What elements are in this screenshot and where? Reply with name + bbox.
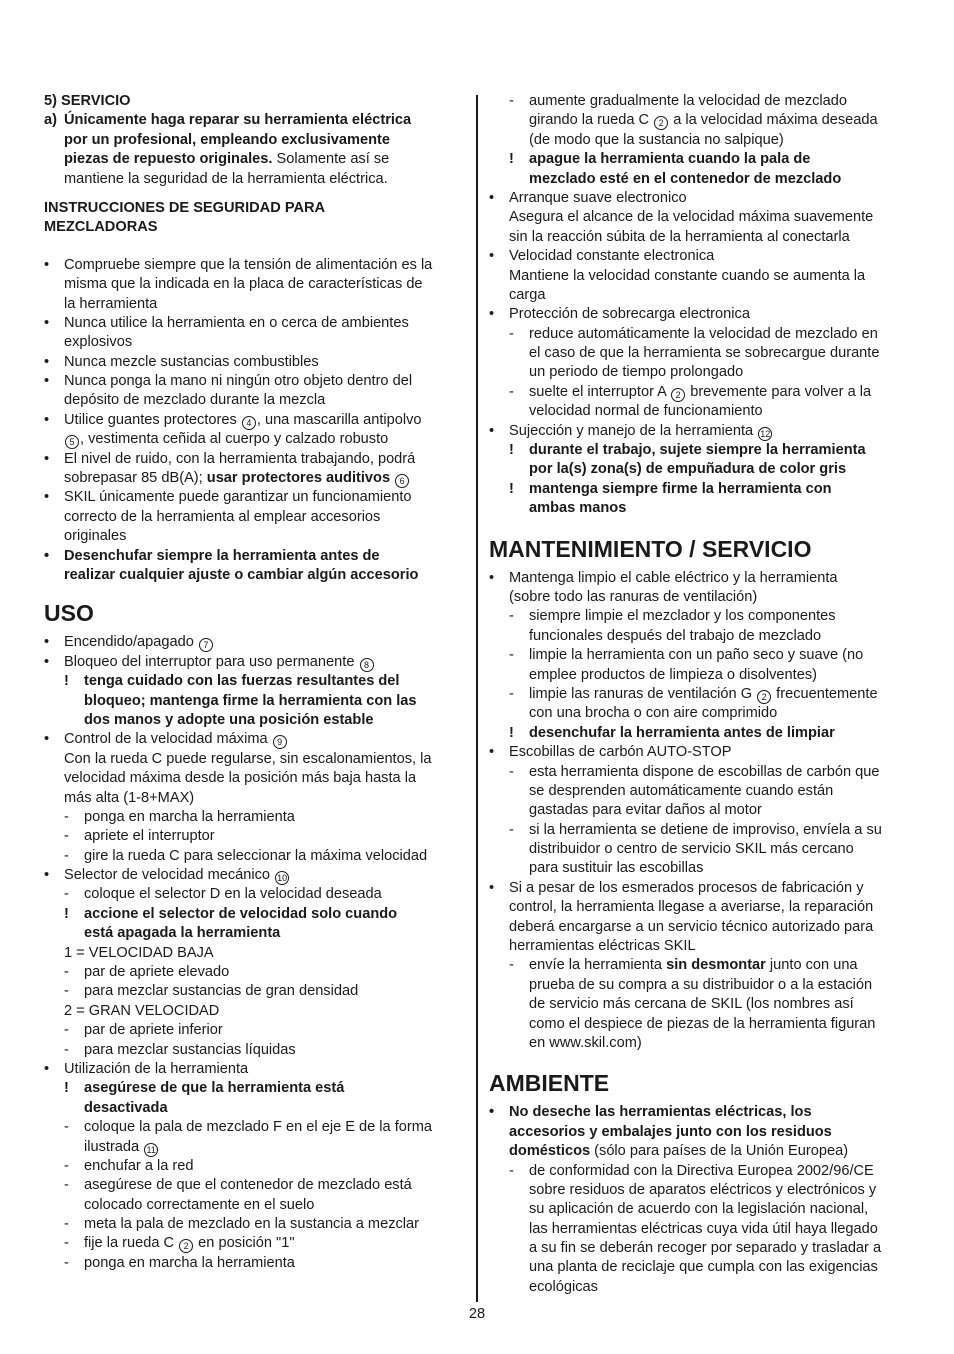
bullet-text: explosivos xyxy=(64,334,133,351)
figure-ref-icon: 2 xyxy=(671,388,685,402)
dash-text: el caso de que la herramienta se sobrecargue durante xyxy=(529,345,880,362)
servicio-a-line: piezas de repuesto originales. Solamente así se xyxy=(64,151,390,168)
dash-item: - meta la pala de mezclado en la sustancia a mezclar xyxy=(64,1216,420,1233)
dash-text: velocidad normal de funcionamiento xyxy=(529,403,763,420)
bullet-text: deberá encargarse a un servicio técnico autorizado para xyxy=(509,918,874,935)
figure-ref-icon: 4 xyxy=(242,416,256,430)
bullet-item: • Compruebe siempre que la tensión de alimentación es la xyxy=(44,256,433,273)
dash-item: - ponga en marcha la herramienta xyxy=(64,808,295,825)
warning-text: ambas manos xyxy=(529,500,627,517)
bullet-text: domésticos (sólo para países de la Unión Europea) xyxy=(509,1143,849,1160)
warning-item: ! mantenga siempre firme la herramienta con xyxy=(509,480,832,497)
dash-item: - envíe la herramienta sin desmontar junto con una xyxy=(509,957,858,974)
warning-text: dos manos y adopte una posición estable xyxy=(84,711,374,728)
warning-item: ! asegúrese de que la herramienta está xyxy=(64,1080,345,1097)
warning-item: ! desenchufar la herramienta antes de limpiar xyxy=(509,724,835,741)
section-heading-mantenimiento: MANTENIMIENTO / SERVICIO xyxy=(489,535,812,562)
dash-item: - asegúrese de que el contenedor de mezclado está xyxy=(64,1177,412,1194)
dash-item: - par de apriete inferior xyxy=(64,1022,223,1039)
dash-text: distribuidor o centro de servicio SKIL más cercano xyxy=(529,841,854,858)
warning-text: está apagada la herramienta xyxy=(84,925,281,942)
bullet-item: • Mantenga limpio el cable eléctrico y la herramienta xyxy=(489,569,838,586)
figure-ref-icon: 6 xyxy=(395,474,409,488)
dash-item: - reduce automáticamente la velocidad de mezclado en xyxy=(509,325,878,342)
dash-item: - siempre limpie el mezclador y los componentes xyxy=(509,608,836,625)
bullet-text: 5 , vestimenta ceñida al cuerpo y calzado robusto xyxy=(44,430,466,449)
dash-item: - aumente gradualmente la velocidad de mezclado xyxy=(509,93,848,109)
bullet-item: • Bloqueo del interruptor para uso permanente 8 xyxy=(44,653,466,672)
bullet-item: • SKIL únicamente puede garantizar un funcionamiento xyxy=(44,489,412,506)
bullet-text: velocidad máxima desde la posición más baja hasta la xyxy=(64,770,417,787)
dash-text: un periodo de tiempo prolongado xyxy=(529,364,744,381)
bullet-text: realizar cualquier ajuste o cambiar algún accesorio xyxy=(64,566,419,583)
warning-item: ! durante el trabajo, sujete siempre la herramienta xyxy=(509,442,866,459)
warning-item: ! tenga cuidado con las fuerzas resultantes del xyxy=(64,673,400,690)
figure-ref-icon: 10 xyxy=(277,873,288,884)
dash-text: para sustituir las escobillas xyxy=(529,860,704,877)
section-heading-servicio: 5) SERVICIO xyxy=(44,93,131,109)
bullet-item: • Selector de velocidad mecánico 10 xyxy=(44,867,288,884)
bullet-text: la herramienta xyxy=(64,295,158,312)
section-heading-ambiente: AMBIENTE xyxy=(489,1070,610,1097)
figure-ref-icon: 11 xyxy=(144,1143,158,1157)
bullet-item: • Desenchufar siempre la herramienta antes de xyxy=(44,547,380,564)
dash-text: prueba de su compra a su distribuidor o a la estación xyxy=(529,976,873,993)
bullet-item: • Protección de sobrecarga electronica xyxy=(489,306,750,323)
bullet-item: • Arranque suave electronico xyxy=(489,189,687,206)
figure-ref-icon: 5 xyxy=(65,435,79,449)
warning-text: mezclado esté en el contenedor de mezclado xyxy=(529,170,842,187)
bullet-text: control, la herramienta llegase a averiarse, la reparación xyxy=(509,899,874,916)
bullet-text: sobrepasar 85 dB(A); usar protectores auditivos 6 xyxy=(44,469,466,488)
figure-ref-icon: 2 xyxy=(757,690,771,704)
bullet-item: • Encendido/apagado 7 xyxy=(44,633,466,652)
servicio-a-line: mantiene la seguridad de la herramienta eléctrica. xyxy=(64,170,388,187)
dash-text: (de modo que la sustancia no salpique) xyxy=(529,131,784,148)
figure-ref-icon: 2 xyxy=(654,116,668,130)
figure-ref-icon: 9 xyxy=(273,735,287,749)
dash-item: - apriete el interruptor xyxy=(64,828,215,845)
dash-text: sobre residuos de aparatos eléctricos y electrónicos y xyxy=(529,1181,877,1198)
speed-label: 1 = VELOCIDAD BAJA xyxy=(64,944,214,961)
figure-ref-icon: 7 xyxy=(199,638,213,652)
dash-text: se desprenden automáticamente cuando están xyxy=(529,782,834,799)
dash-item: - coloque la pala de mezclado F en el eje E de la forma xyxy=(64,1119,433,1136)
dash-item: - limpie las ranuras de ventilación G 2 frecuentemente xyxy=(509,685,878,702)
bullet-item: • Utilización de la herramienta xyxy=(44,1060,249,1077)
warning-text: desactivada xyxy=(84,1099,168,1116)
figure-ref-icon: 8 xyxy=(360,658,374,672)
dash-item: - fije la rueda C 2 en posición "1" xyxy=(64,1235,295,1252)
dash-item: - par de apriete elevado xyxy=(64,964,230,981)
bullet-text: Con la rueda C puede regularse, sin escalonamientos, la xyxy=(64,750,432,767)
bullet-item: • Velocidad constante electronica xyxy=(489,248,715,265)
dash-text: con una brocha o con aire comprimido xyxy=(529,705,778,722)
bullet-text: más alta (1-8+MAX) xyxy=(64,789,195,806)
warning-item: ! accione el selector de velocidad solo cuando xyxy=(64,905,398,922)
servicio-a-line: a) Únicamente haga reparar su herramienta eléctrica xyxy=(44,112,412,129)
bullet-text: carga xyxy=(509,286,546,303)
bullet-text: herramientas eléctricas SKIL xyxy=(509,938,696,955)
bullet-item: • El nivel de ruido, con la herramienta trabajando, podrá xyxy=(44,450,416,467)
dash-item: - coloque el selector D en la velocidad deseada xyxy=(64,886,382,903)
bullet-text: misma que la indicada en la placa de características de xyxy=(64,276,423,293)
figure-ref-icon: 12 xyxy=(760,428,771,439)
dash-text: como el despiece de piezas de la herramienta figuran xyxy=(529,1015,876,1032)
bullet-text: depósito de mezclado durante la mezcla xyxy=(64,392,326,409)
section-heading-uso: USO xyxy=(44,600,94,627)
page-number: 28 xyxy=(468,1306,486,1322)
dash-item: - gire la rueda C para seleccionar la máxima velocidad xyxy=(64,847,428,864)
dash-text: funcionales después del trabajo de mezclado xyxy=(529,627,822,644)
dash-text: ilustrada 11 xyxy=(44,1138,466,1157)
dash-text: emplee productos de limpieza o disolventes) xyxy=(529,666,817,683)
bullet-item: • Nunca utilice la herramienta en o cerca de ambientes xyxy=(44,314,409,331)
dash-text: girando la rueda C 2 a la velocidad máxima deseada xyxy=(529,112,878,129)
section-heading-seguridad: INSTRUCCIONES DE SEGURIDAD PARA xyxy=(44,199,326,216)
warning-text: por la(s) zona(s) de empuñadura de color gris xyxy=(529,461,847,478)
dash-item: - suelte el interruptor A 2 brevemente para volver a la xyxy=(509,383,872,400)
warning-text: bloqueo; mantenga firme la herramienta con las xyxy=(84,692,417,709)
dash-text: ecológicas xyxy=(529,1278,598,1295)
servicio-a-line: por un profesional, empleando exclusivamente xyxy=(64,131,391,148)
dash-item: - si la herramienta se detiene de improviso, envíela a su xyxy=(509,821,882,838)
dash-item: - ponga en marcha la herramienta xyxy=(64,1254,295,1271)
bullet-item: • Control de la velocidad máxima 9 xyxy=(44,730,466,749)
section-heading-seguridad: MEZCLADORAS xyxy=(44,219,158,236)
dash-text: las herramientas eléctricas cuya vida útil haya llegado xyxy=(529,1220,878,1237)
dash-text: en www.skil.com) xyxy=(529,1034,642,1051)
bullet-item: • Utilice guantes protectores 4 , una mascarilla antipolvo xyxy=(44,411,422,428)
dash-text: de servicio más cercana de SKIL (los nombres así xyxy=(529,996,854,1013)
speed-label: 2 = GRAN VELOCIDAD xyxy=(64,1002,220,1019)
bullet-item: • No deseche las herramientas eléctricas, los xyxy=(489,1104,812,1121)
bullet-text: sin la reacción súbita de la herramienta al conectarla xyxy=(509,228,850,245)
dash-item: - de conformidad con la Directiva Europea 2002/96/CE xyxy=(509,1162,874,1179)
dash-text: su aplicación de acuerdo con la legislación nacional, xyxy=(529,1201,869,1218)
dash-text: a su fin se deberán recoger por separado y trasladar a xyxy=(529,1240,882,1257)
right-column xyxy=(489,92,913,1297)
warning-item: ! apague la herramienta cuando la pala de xyxy=(509,151,811,168)
dash-text: una planta de reciclaje que cumpla con las exigencias xyxy=(529,1259,878,1276)
dash-item: - para mezclar sustancias líquidas xyxy=(64,1041,296,1058)
dash-text: colocado correctamente en el suelo xyxy=(84,1196,315,1213)
left-column xyxy=(44,92,466,1273)
bullet-text: (sobre todo las ranuras de ventilación) xyxy=(509,588,758,605)
bullet-item: • Sujección y manejo de la herramienta 12 xyxy=(489,422,771,439)
dash-item: - esta herramienta dispone de escobillas de carbón que xyxy=(509,763,880,780)
bullet-item: • Nunca mezcle sustancias combustibles xyxy=(44,353,319,370)
figure-ref-icon: 2 xyxy=(179,1239,193,1253)
dash-text: gastadas para evitar daños al motor xyxy=(529,802,762,819)
bullet-text: Mantiene la velocidad constante cuando se aumenta la xyxy=(509,267,866,284)
dash-item: - enchufar a la red xyxy=(64,1157,194,1174)
bullet-item: • Escobillas de carbón AUTO-STOP xyxy=(489,744,732,761)
dash-item: - para mezclar sustancias de gran densidad xyxy=(64,983,359,1000)
column-divider xyxy=(476,95,478,1302)
bullet-text: accesorios y embalajes junto con los residuos xyxy=(509,1123,832,1140)
bullet-item: • Si a pesar de los esmerados procesos de fabricación y xyxy=(489,879,864,896)
bullet-text: correcto de la herramienta al emplear accesorios xyxy=(64,508,381,525)
dash-item: - limpie la herramienta con un paño seco y suave (no xyxy=(509,647,864,664)
bullet-text: Asegura el alcance de la velocidad máxima suavemente xyxy=(509,209,874,226)
bullet-text: originales xyxy=(64,528,127,545)
bullet-item: • Nunca ponga la mano ni ningún otro objeto dentro del xyxy=(44,373,413,390)
